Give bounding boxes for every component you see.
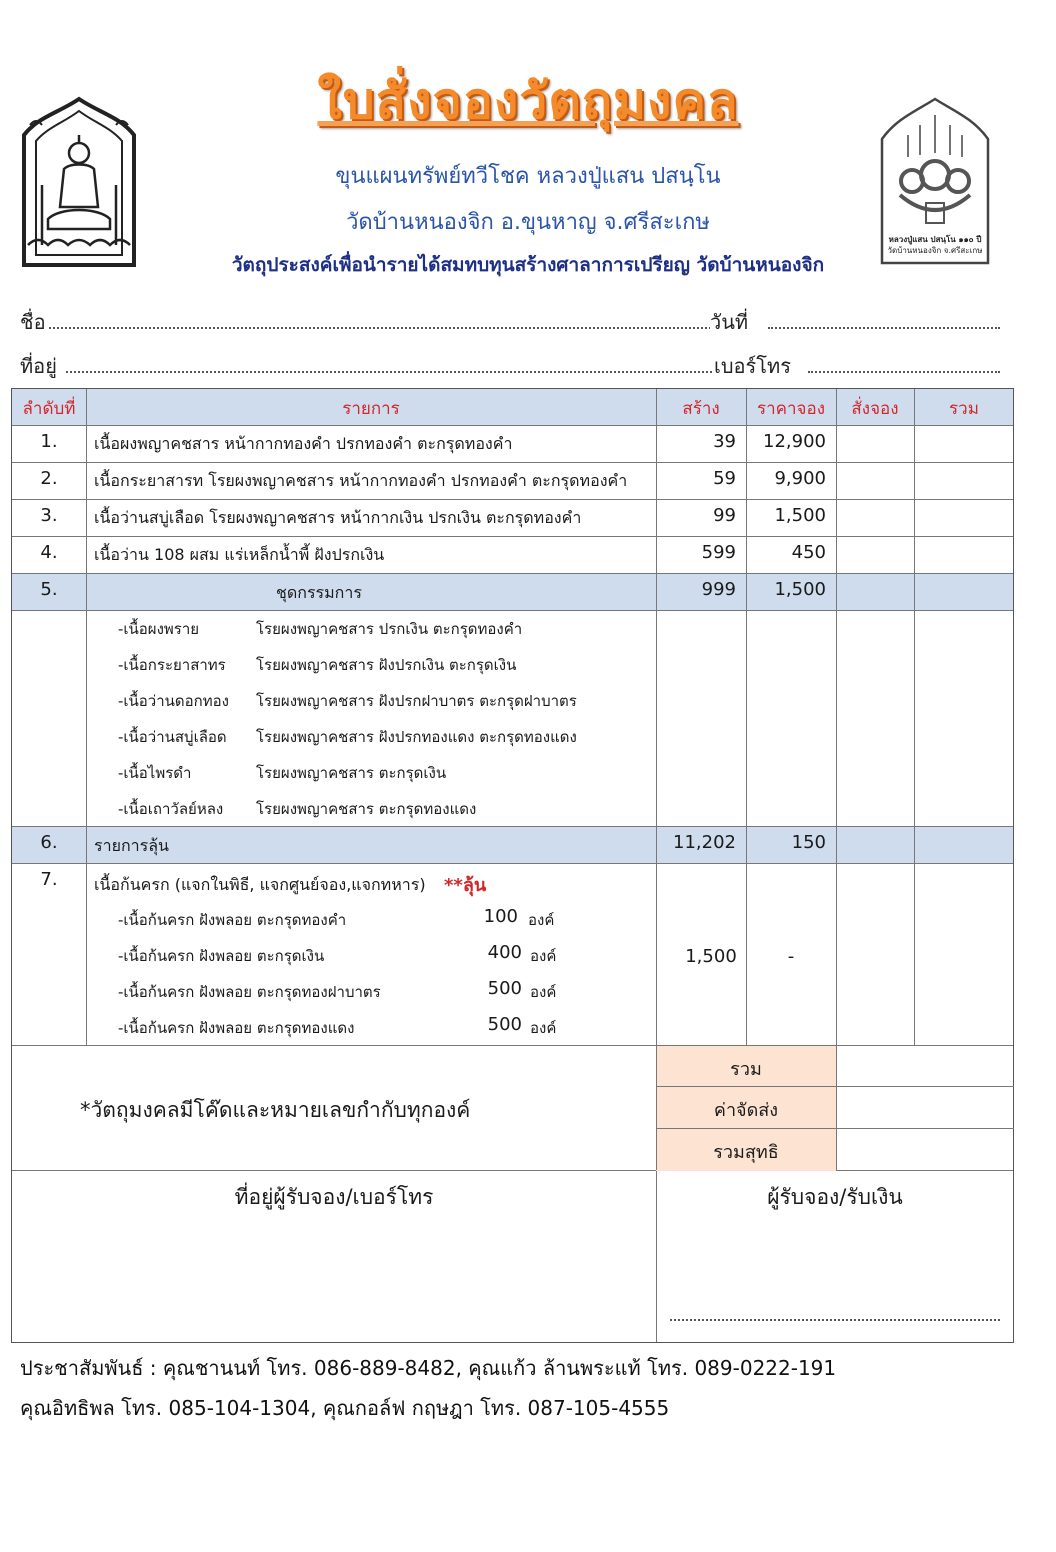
mortar-item-qty: 400 bbox=[487, 942, 522, 963]
mortar-item-qty: 500 bbox=[487, 978, 522, 999]
committee-item-desc: โรยผงพญาคชสาร ฝังปรกเงิน ตะกรุดเงิน bbox=[256, 656, 517, 674]
name-field[interactable] bbox=[42, 327, 730, 329]
committee-item-desc: โรยผงพญาคชสาร ฝังปรกฝาบาตร ตะกรุดฝาบาตร bbox=[256, 692, 577, 710]
lottery-note: **ลุ้น bbox=[444, 875, 487, 896]
contact-line-1: ประชาสัมพันธ์ : คุณชานนท์ โทร. 086-889-8482, คุณแก้ว ล้านพระแท้ โทร. 089-0222-191 bbox=[20, 1356, 837, 1380]
table-row bbox=[12, 463, 1013, 500]
name-date-line bbox=[20, 306, 1000, 336]
seal-logo-right bbox=[874, 95, 996, 270]
row-price: 450 bbox=[791, 542, 826, 563]
header bbox=[0, 0, 1056, 290]
subtitle-purpose: วัตถุประสงค์เพื่อนำรายได้สมทบทุนสร้างศาลาการเปรียญ วัดบ้านหนองจิก bbox=[231, 254, 825, 276]
address-field[interactable] bbox=[66, 371, 716, 373]
row-no: 2. bbox=[40, 468, 58, 489]
table-row bbox=[12, 537, 1013, 574]
row-built: 99 bbox=[713, 505, 736, 526]
mortar-item-unit: องค์ bbox=[530, 983, 557, 1001]
buddha-emblem-icon bbox=[18, 95, 140, 270]
mortar-item-qty: 500 bbox=[487, 1014, 522, 1035]
total-label: รวม bbox=[656, 1046, 836, 1087]
mortar-item-qty: 100 bbox=[483, 906, 518, 927]
row-built: 11,202 bbox=[673, 832, 736, 853]
summary-section bbox=[12, 1046, 1013, 1171]
row-price: - bbox=[787, 946, 795, 967]
mortar-item-unit: องค์ bbox=[530, 947, 557, 965]
row-item: เนื้อกระยาสารท โรยผงพญาคชสาร หน้ากากทองคำ ปรกทองคำ ตะกรุดทองคำ bbox=[94, 471, 628, 490]
row-item: ชุดกรรมการ bbox=[276, 583, 362, 602]
receiver-payment-label: ผู้รับจอง/รับเงิน bbox=[767, 1185, 903, 1209]
address-label: ที่อยู่ bbox=[20, 350, 59, 382]
order-table bbox=[11, 388, 1014, 1343]
row-built: 999 bbox=[701, 579, 736, 600]
header-built: สร้าง bbox=[682, 399, 720, 419]
table-row bbox=[12, 426, 1013, 463]
row-price: 12,900 bbox=[763, 431, 826, 452]
table-header-row bbox=[12, 389, 1013, 426]
header-item: รายการ bbox=[342, 399, 400, 419]
row-no: 7. bbox=[40, 869, 58, 890]
mortar-item-unit: องค์ bbox=[528, 911, 555, 929]
committee-item-name: -เนื้อว่านดอกทอง bbox=[118, 692, 229, 710]
net-total-label: รวมสุทธิ bbox=[656, 1129, 836, 1171]
seal-caption-1: หลวงปู่แสน ปสนฺโน ๑๑๐ ปี bbox=[888, 235, 982, 244]
row-price: 1,500 bbox=[774, 579, 826, 600]
phone-label: เบอร์โทร bbox=[714, 350, 793, 382]
committee-item-name: -เนื้อเถาวัลย์หลง bbox=[118, 800, 224, 818]
total-value-field[interactable] bbox=[836, 1046, 1014, 1087]
row-built: 59 bbox=[713, 468, 736, 489]
row-item: เนื้อว่านสบู่เลือด โรยผงพญาคชสาร หน้ากากเงิน ปรกเงิน ตะกรุดทองคำ bbox=[94, 508, 582, 527]
signature-section bbox=[12, 1171, 1013, 1342]
row-no: 3. bbox=[40, 505, 58, 526]
temple-logo-left bbox=[18, 95, 140, 270]
shipping-label: ค่าจัดส่ง bbox=[656, 1087, 836, 1129]
seal-caption-2: วัดบ้านหนองจิก จ.ศรีสะเกษ bbox=[887, 246, 983, 255]
row-built: 1,500 bbox=[685, 946, 737, 967]
table-row-committee bbox=[12, 574, 1013, 611]
net-total-value-field[interactable] bbox=[836, 1129, 1014, 1171]
phone-field[interactable] bbox=[808, 371, 1000, 373]
receiver-address-label: ที่อยู่ผู้รับจอง/เบอร์โทร bbox=[234, 1185, 434, 1209]
committee-item-desc: โรยผงพญาคชสาร ตะกรุดทองแดง bbox=[256, 800, 477, 818]
row-item: เนื้อผงพญาคชสาร หน้ากากทองคำ ปรกทองคำ ตะกรุดทองคำ bbox=[94, 434, 513, 453]
shipping-value-field[interactable] bbox=[836, 1087, 1014, 1129]
row-item: เนื้อก้นครก (แจกในพิธี, แจกศูนย์จอง,แจกทหาร) bbox=[94, 875, 426, 894]
subtitle-amulet-name: ขุนแผนทรัพย์ทวีโชค หลวงปู่แสน ปสนฺโน bbox=[335, 164, 721, 189]
page-title: ใบสั่งจองวัตถุมงคล bbox=[317, 72, 739, 130]
mortar-item-name: -เนื้อก้นครก ฝังพลอย ตะกรุดทองฝาบาตร bbox=[118, 983, 381, 1001]
table-row-mortar bbox=[12, 864, 1013, 1046]
row-no: 5. bbox=[40, 579, 58, 600]
header-total: รวม bbox=[949, 399, 979, 419]
address-phone-line bbox=[20, 350, 1000, 380]
receiver-address-area[interactable] bbox=[32, 1221, 642, 1331]
committee-item-desc: โรยผงพญาคชสาร ฝังปรกทองแดง ตะกรุดทองแดง bbox=[256, 728, 577, 746]
row-price: 9,900 bbox=[774, 468, 826, 489]
row-no: 1. bbox=[40, 431, 58, 452]
code-note: *วัตถุมงคลมีโค๊ดและหมายเลขกำกับทุกองค์ bbox=[80, 1098, 471, 1122]
signature-line[interactable] bbox=[670, 1319, 1000, 1321]
name-label: ชื่อ bbox=[20, 306, 48, 338]
row-item: เนื้อว่าน 108 ผสม แร่เหล็กน้ำพี้ ฝังปรกเงิน bbox=[94, 545, 385, 564]
committee-item-desc: โรยผงพญาคชสาร ปรกเงิน ตะกรุดทองคำ bbox=[256, 620, 523, 638]
contact-line-2: คุณอิทธิพล โทร. 085-104-1304, คุณกอล์ฟ กฤษฎา โทร. 087-105-4555 bbox=[20, 1396, 670, 1420]
subtitle-temple-address: วัดบ้านหนองจิก อ.ขุนหาญ จ.ศรีสะเกษ bbox=[346, 210, 710, 235]
table-row bbox=[12, 500, 1013, 537]
committee-item-name: -เนื้อไพรดำ bbox=[118, 764, 192, 782]
committee-item-name: -เนื้อกระยาสาทร bbox=[118, 656, 226, 674]
header-price: ราคาจอง bbox=[756, 399, 826, 419]
header-order: สั่งจอง bbox=[851, 399, 899, 419]
row-price: 150 bbox=[791, 832, 826, 853]
row-built: 39 bbox=[713, 431, 736, 452]
row-no: 6. bbox=[40, 832, 58, 853]
row-item: รายการลุ้น bbox=[94, 836, 169, 855]
committee-item-desc: โรยผงพญาคชสาร ตะกรุดเงิน bbox=[256, 764, 447, 782]
committee-item-name: -เนื้อผงพราย bbox=[118, 620, 200, 638]
date-label: วันที่ bbox=[710, 306, 750, 338]
mortar-item-name: -เนื้อก้นครก ฝังพลอย ตะกรุดเงิน bbox=[118, 947, 325, 965]
committee-items bbox=[12, 611, 1013, 827]
table-row-lottery bbox=[12, 827, 1013, 864]
committee-item-name: -เนื้อว่านสบู่เลือด bbox=[118, 728, 227, 746]
mortar-item-name: -เนื้อก้นครก ฝังพลอย ตะกรุดทองคำ bbox=[118, 911, 347, 929]
mortar-item-unit: องค์ bbox=[530, 1019, 557, 1037]
header-no: ลำดับที่ bbox=[22, 399, 76, 419]
row-no: 4. bbox=[40, 542, 58, 563]
mortar-item-name: -เนื้อก้นครก ฝังพลอย ตะกรุดทองแดง bbox=[118, 1019, 355, 1037]
row-price: 1,500 bbox=[774, 505, 826, 526]
row-built: 599 bbox=[701, 542, 736, 563]
date-field[interactable] bbox=[768, 327, 1000, 329]
